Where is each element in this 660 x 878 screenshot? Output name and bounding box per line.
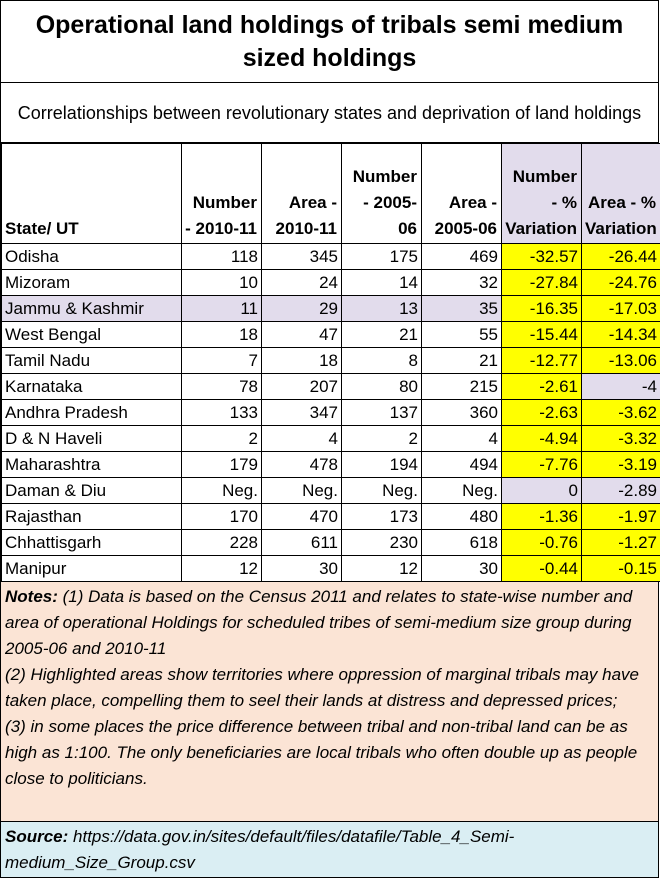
table-row — [2, 296, 660, 322]
number-variation-cell: -27.84 — [502, 270, 582, 296]
state-cell: Mizoram — [2, 270, 182, 296]
state-cell: Maharashtra — [2, 452, 182, 478]
area-2010-cell: 47 — [262, 322, 342, 348]
area-2005-cell: 35 — [422, 296, 502, 322]
state-cell: West Bengal — [2, 322, 182, 348]
number-2010-cell: 133 — [182, 400, 262, 426]
number-2005-cell: 14 — [342, 270, 422, 296]
notes-section — [1, 582, 659, 822]
number-2005-cell: 21 — [342, 322, 422, 348]
area-variation-cell: -14.34 — [582, 322, 660, 348]
area-2005-cell: 55 — [422, 322, 502, 348]
state-cell: D & N Haveli — [2, 426, 182, 452]
table-row — [2, 478, 660, 504]
header-number-2010: Number - 2010-11 — [182, 144, 262, 244]
number-2005-cell: 175 — [342, 244, 422, 270]
area-2005-cell: 215 — [422, 374, 502, 400]
number-2005-cell: Neg. — [342, 478, 422, 504]
state-cell: Rajasthan — [2, 504, 182, 530]
area-2010-cell: 347 — [262, 400, 342, 426]
area-variation-cell: -17.03 — [582, 296, 660, 322]
number-2010-cell: 118 — [182, 244, 262, 270]
area-2010-cell: 611 — [262, 530, 342, 556]
state-cell: Andhra Pradesh — [2, 400, 182, 426]
area-2005-cell: 360 — [422, 400, 502, 426]
note-3: (3) in some places the price difference between tribal and non-tribal land can be as high as 1:100. The only beneficiaries are local tribals who often double up as people close to politicians. — [5, 717, 637, 788]
table-row — [2, 322, 660, 348]
number-2010-cell: 7 — [182, 348, 262, 374]
table-row — [2, 556, 660, 582]
number-2010-cell: 11 — [182, 296, 262, 322]
table-header-row — [2, 144, 660, 244]
table-row — [2, 374, 660, 400]
number-variation-cell: -15.44 — [502, 322, 582, 348]
area-variation-cell: -13.06 — [582, 348, 660, 374]
number-2005-cell: 80 — [342, 374, 422, 400]
area-2010-cell: 30 — [262, 556, 342, 582]
header-number-variation: Number - % Variation — [502, 144, 582, 244]
area-2005-cell: 494 — [422, 452, 502, 478]
area-variation-cell: -2.89 — [582, 478, 660, 504]
area-2010-cell: 470 — [262, 504, 342, 530]
table-row — [2, 504, 660, 530]
area-variation-cell: -4 — [582, 374, 660, 400]
number-variation-cell: -7.76 — [502, 452, 582, 478]
number-2005-cell: 230 — [342, 530, 422, 556]
area-variation-cell: -0.15 — [582, 556, 660, 582]
number-2010-cell: 170 — [182, 504, 262, 530]
header-area-2010: Area - 2010-11 — [262, 144, 342, 244]
area-2005-cell: Neg. — [422, 478, 502, 504]
page-title: Operational land holdings of tribals semi medium sized holdings — [1, 1, 659, 83]
area-2010-cell: 18 — [262, 348, 342, 374]
area-2010-cell: Neg. — [262, 478, 342, 504]
number-2010-cell: 78 — [182, 374, 262, 400]
number-2005-cell: 194 — [342, 452, 422, 478]
number-variation-cell: -2.63 — [502, 400, 582, 426]
table-row — [2, 348, 660, 374]
table-body — [2, 244, 660, 582]
area-variation-cell: -3.19 — [582, 452, 660, 478]
state-cell: Manipur — [2, 556, 182, 582]
number-2010-cell: 10 — [182, 270, 262, 296]
page-subtitle: Correlationships between revolutionary states and deprivation of land holdings — [1, 83, 659, 143]
note-2: (2) Highlighted areas show territories where oppression of marginal tribals may have taken place, compelling them to seel their lands at distress and depressed prices; — [5, 665, 639, 710]
header-area-variation: Area - % Variation — [582, 144, 660, 244]
header-state: State/ UT — [2, 144, 182, 244]
area-2010-cell: 207 — [262, 374, 342, 400]
state-cell: Chhattisgarh — [2, 530, 182, 556]
area-variation-cell: -24.76 — [582, 270, 660, 296]
number-2005-cell: 12 — [342, 556, 422, 582]
number-variation-cell: -12.77 — [502, 348, 582, 374]
header-number-2005: Number - 2005-06 — [342, 144, 422, 244]
state-cell: Daman & Diu — [2, 478, 182, 504]
area-2005-cell: 4 — [422, 426, 502, 452]
number-2005-cell: 2 — [342, 426, 422, 452]
area-variation-cell: -1.97 — [582, 504, 660, 530]
number-2005-cell: 173 — [342, 504, 422, 530]
table-row — [2, 244, 660, 270]
area-2010-cell: 478 — [262, 452, 342, 478]
source-label: Source: — [5, 827, 68, 846]
area-variation-cell: -3.32 — [582, 426, 660, 452]
number-variation-cell: -0.44 — [502, 556, 582, 582]
number-variation-cell: -32.57 — [502, 244, 582, 270]
area-2010-cell: 24 — [262, 270, 342, 296]
area-2010-cell: 4 — [262, 426, 342, 452]
number-2010-cell: 2 — [182, 426, 262, 452]
number-2005-cell: 137 — [342, 400, 422, 426]
number-variation-cell: -4.94 — [502, 426, 582, 452]
number-variation-cell: -2.61 — [502, 374, 582, 400]
number-2010-cell: 12 — [182, 556, 262, 582]
number-variation-cell: -1.36 — [502, 504, 582, 530]
number-2010-cell: Neg. — [182, 478, 262, 504]
header-area-2005: Area - 2005-06 — [422, 144, 502, 244]
state-cell: Tamil Nadu — [2, 348, 182, 374]
table-row — [2, 530, 660, 556]
area-2005-cell: 32 — [422, 270, 502, 296]
area-2005-cell: 30 — [422, 556, 502, 582]
number-2010-cell: 18 — [182, 322, 262, 348]
table-row — [2, 400, 660, 426]
number-variation-cell: 0 — [502, 478, 582, 504]
number-variation-cell: -16.35 — [502, 296, 582, 322]
number-2005-cell: 8 — [342, 348, 422, 374]
number-2010-cell: 228 — [182, 530, 262, 556]
area-2005-cell: 480 — [422, 504, 502, 530]
data-table — [1, 143, 660, 582]
number-2010-cell: 179 — [182, 452, 262, 478]
table-row — [2, 270, 660, 296]
table-row — [2, 426, 660, 452]
area-variation-cell: -1.27 — [582, 530, 660, 556]
number-2005-cell: 13 — [342, 296, 422, 322]
number-variation-cell: -0.76 — [502, 530, 582, 556]
notes-label: Notes: — [5, 587, 58, 606]
area-2005-cell: 618 — [422, 530, 502, 556]
state-cell: Karnataka — [2, 374, 182, 400]
area-2010-cell: 29 — [262, 296, 342, 322]
state-cell: Jammu & Kashmir — [2, 296, 182, 322]
area-2010-cell: 345 — [262, 244, 342, 270]
area-2005-cell: 469 — [422, 244, 502, 270]
source-url: https://data.gov.in/sites/default/files/datafile/Table_4_Semi-medium_Size_Group.csv — [5, 827, 514, 872]
area-variation-cell: -26.44 — [582, 244, 660, 270]
note-1: (1) Data is based on the Census 2011 and relates to state-wise number and area of operational Holdings for scheduled tribes of semi-medium size group during 2005-06 and 2010-11 — [5, 587, 632, 658]
source-section — [1, 822, 659, 878]
area-2005-cell: 21 — [422, 348, 502, 374]
table-row — [2, 452, 660, 478]
area-variation-cell: -3.62 — [582, 400, 660, 426]
state-cell: Odisha — [2, 244, 182, 270]
